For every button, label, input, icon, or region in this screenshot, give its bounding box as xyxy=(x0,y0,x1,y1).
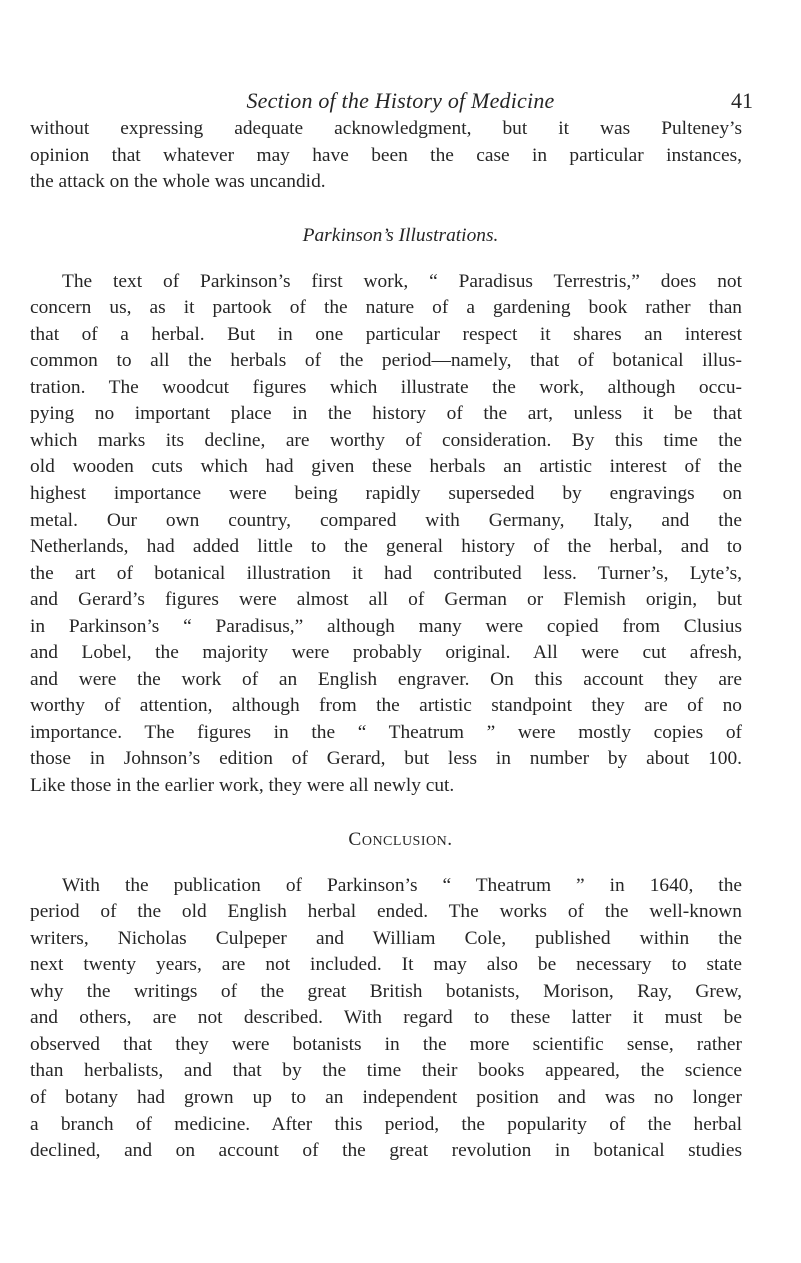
text-line: Netherlands, had added little to the general history of the herbal, and to xyxy=(30,536,742,558)
section-heading-conclusion: Conclusion. xyxy=(348,828,453,850)
text-line: the attack on the whole was uncandid. xyxy=(30,171,326,193)
page-number: 41 xyxy=(731,88,753,113)
text-line: next twenty years, are not included. It may also be necessary to state xyxy=(30,954,742,976)
text-line: importance. The figures in the “ Theatrum ” were mostly copies of xyxy=(30,721,742,743)
illustrations-paragraph xyxy=(0,269,742,800)
text-line: common to all the herbals of the period—namely, that of botanical illus- xyxy=(30,350,742,372)
text-line: tration. The woodcut figures which illustrate the work, although occu- xyxy=(30,376,742,398)
text-line: opinion that whatever may have been the case in particular instances, xyxy=(30,144,742,166)
text-line: the art of botanical illustration it had contributed less. Turner’s, Lyte’s, xyxy=(30,562,742,584)
text-line: in Parkinson’s “ Paradisus,” although many were copied from Clusius xyxy=(30,615,742,637)
text-line: pying no important place in the history of the art, unless it be that xyxy=(30,403,742,425)
running-head xyxy=(0,86,801,116)
conclusion-paragraph xyxy=(0,873,742,1165)
text-line: worthy of attention, although from the artistic standpoint they are of no xyxy=(30,695,742,717)
text-line: which marks its decline, are worthy of consideration. By this time the xyxy=(30,429,742,451)
text-line: a branch of medicine. After this period, the popularity of the herbal xyxy=(30,1113,742,1135)
text-line: and Gerard’s figures were almost all of German or Flemish origin, but xyxy=(30,589,742,611)
text-line: and were the work of an English engraver. On this account they are xyxy=(30,668,742,690)
text-line: declined, and on account of the great revolution in botanical studies xyxy=(30,1140,742,1162)
running-title: Section of the History of Medicine xyxy=(246,88,555,113)
text-line: those in Johnson’s edition of Gerard, but less in number by about 100. xyxy=(30,748,742,770)
text-line: and Lobel, the majority were probably original. All were cut afresh, xyxy=(30,642,742,664)
text-line: concern us, as it partook of the nature of a gardening book rather than xyxy=(30,297,742,319)
text-line: metal. Our own country, compared with Germany, Italy, and the xyxy=(30,509,742,531)
text-line: The text of Parkinson’s first work, “ Paradisus Terrestris,” does not xyxy=(62,270,742,292)
text-line: highest importance were being rapidly superseded by engravings on xyxy=(30,483,742,505)
opening-paragraph xyxy=(0,116,742,196)
section-heading-illustrations: Parkinson’s Illustrations. xyxy=(302,224,499,246)
text-line: With the publication of Parkinson’s “ Theatrum ” in 1640, the xyxy=(62,874,742,896)
text-line: without expressing adequate acknowledgment, but it was Pulteney’s xyxy=(30,118,742,139)
text-line: and others, are not described. With regard to these latter it must be xyxy=(30,1007,742,1029)
text-line: than herbalists, and that by the time their books appeared, the science xyxy=(30,1060,742,1082)
text-line: why the writings of the great British botanists, Morison, Ray, Grew, xyxy=(30,980,742,1002)
body-text xyxy=(0,116,801,1165)
text-line: observed that they were botanists in the more scientific sense, rather xyxy=(30,1033,742,1055)
text-line: of botany had grown up to an independent position and was no longer xyxy=(30,1086,742,1108)
text-line: that of a herbal. But in one particular respect it shares an interest xyxy=(30,323,742,345)
text-line: writers, Nicholas Culpeper and William Cole, published within the xyxy=(30,927,742,949)
text-line: old wooden cuts which had given these herbals an artistic interest of the xyxy=(30,456,742,478)
text-line: period of the old English herbal ended. The works of the well-known xyxy=(30,901,742,923)
text-line: Like those in the earlier work, they were all newly cut. xyxy=(30,775,455,797)
